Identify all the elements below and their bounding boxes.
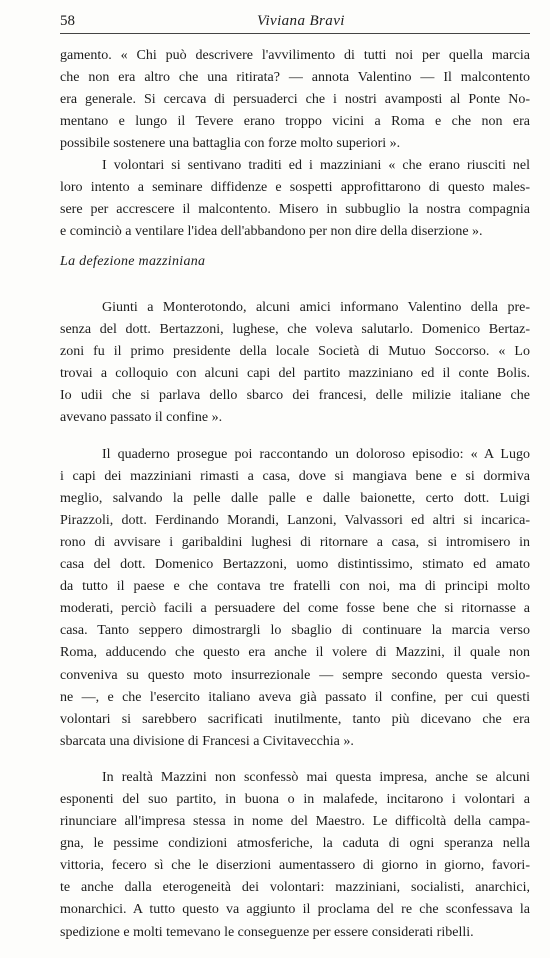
text-line: vittoria, fecero sì che le diserzioni aumentassero di giorno in giorno, favori-	[60, 858, 530, 874]
text-line: Giunti a Monterotondo, alcuni amici informano Valentino della pre-	[102, 300, 530, 315]
text-line: casa. Tanto seppero dimostrargli lo sbaglio di continuare la marcia verso	[60, 623, 530, 639]
text-line: I volontari si sentivano traditi ed i mazziniani « che erano riusciti nel	[102, 158, 530, 173]
paragraph-monterotondo	[60, 297, 530, 430]
text-line: Io udii che si parlava dello sbarco dei francesi, delle milizie italiane che	[60, 388, 530, 404]
text-line: Il quaderno prosegue poi raccontando un doloroso episodio: « A Lugo	[102, 446, 530, 462]
text-line: moderati, perciò facili a persuadere del come fosse bene che si ritornasse a	[60, 601, 530, 617]
text-line: volontari si sarebbero sacrificati inutilmente, tanto più dicevano che era	[60, 711, 530, 727]
text-line: era generale. Si cercava di persuaderci che i nostri avamposti al Ponte No-	[60, 92, 530, 107]
body-text-top	[60, 45, 530, 243]
text-line: esponenti del suo partito, in buona o in malafede, incitarono i volontari a	[60, 791, 530, 807]
text-line: sere per accrescere il malcontento. Misero in subbuglio la nostra compagnia	[60, 202, 530, 217]
text-line: e cominciò a ventilare l'idea dell'abbandono per non dire della diserzione ».	[60, 224, 483, 239]
text-line: avevano passato il confine ».	[60, 410, 223, 426]
header-rule	[60, 33, 530, 34]
text-line: sbarcata una divisione di Francesi a Civitavecchia ».	[60, 733, 354, 749]
body-text-section	[60, 283, 530, 958]
text-line: da tutto il paese e che contava tre fratelli con noi, ma di principi molto	[60, 579, 530, 595]
paragraph-continuation	[60, 45, 530, 155]
paragraph-mazzini	[60, 767, 530, 944]
text-line: ne —, e che l'esercito italiano aveva già passato il confine, per cui questi	[60, 689, 530, 705]
text-line: che non era altro che una ritirata? — annota Valentino — Il malcontento	[60, 70, 530, 85]
text-line: meglio, salvando la pelle dalle palle e dalle baionette, certo dott. Luigi	[60, 490, 530, 506]
text-line: possibile sostenere una battaglia con forze molto superiori ».	[60, 136, 401, 151]
section-heading: La defezione mazziniana	[60, 254, 206, 269]
text-line: casa del dott. Domenico Bertazzoni, uomo distintissimo, stimato ed amato	[60, 557, 530, 573]
text-line: rinunciare all'impresa stessa in nome del Maestro. Le difficoltà della campa-	[60, 814, 530, 830]
text-line: trovai a colloquio con alcuni capi del partito mazziniano ed il conte Bolis.	[60, 366, 530, 382]
running-head-author: Viviana Bravi	[257, 13, 345, 29]
text-line: loro intento a seminare diffidenze e sospetti approfittarono di questo males-	[60, 180, 530, 195]
text-line: gna, le pessime condizioni atmosferiche, la caduta di ogni speranza nella	[60, 836, 530, 852]
paragraph-quaderno	[60, 444, 530, 753]
text-line: zoni fu il primo presidente della locale Società di Mutuo Soccorso. « Lo	[60, 344, 530, 360]
text-line: gamento. « Chi può descrivere l'avvilimento di tutti noi per quella marcia	[60, 48, 530, 63]
text-line: mentano e lungo il Tevere erano troppo vicini a Roma e che non era	[60, 114, 530, 129]
text-line: conveniva su questo moto insurrezionale — sempre secondo questa versio-	[60, 667, 530, 683]
paragraph-volontari	[60, 155, 530, 243]
text-line: In realtà Mazzini non sconfessò mai questa impresa, anche se alcuni	[102, 769, 530, 785]
text-line: Pirazzoli, dott. Ferdinando Morandi, Lanzoni, Valvassori ed altri si incarica-	[60, 512, 530, 528]
text-line: te anche dalla eterogeneità dei volontari: mazziniani, socialisti, anarchici,	[60, 880, 530, 896]
text-line: Roma, adducendo che questo era anche il volere di Mazzini, il quale non	[60, 645, 530, 661]
text-line: monarchici. A tutto questo va aggiunto il proclama del re che sconfessava la	[60, 902, 530, 918]
text-line: i capi dei mazziniani rimasti a casa, dove si mangiava bene e si dormiva	[60, 468, 530, 484]
page-header	[60, 13, 530, 33]
text-line: senza del dott. Bertazzoni, lughese, che voleva salutarlo. Domenico Bertaz-	[60, 322, 530, 338]
page-number: 58	[60, 13, 75, 29]
text-line: spedizione e molti temevano le conseguenze per essere considerati ribelli.	[60, 924, 474, 940]
text-line: rono di avvisare i garibaldini lughesi di ritornare a casa, si intromisero in	[60, 534, 530, 550]
